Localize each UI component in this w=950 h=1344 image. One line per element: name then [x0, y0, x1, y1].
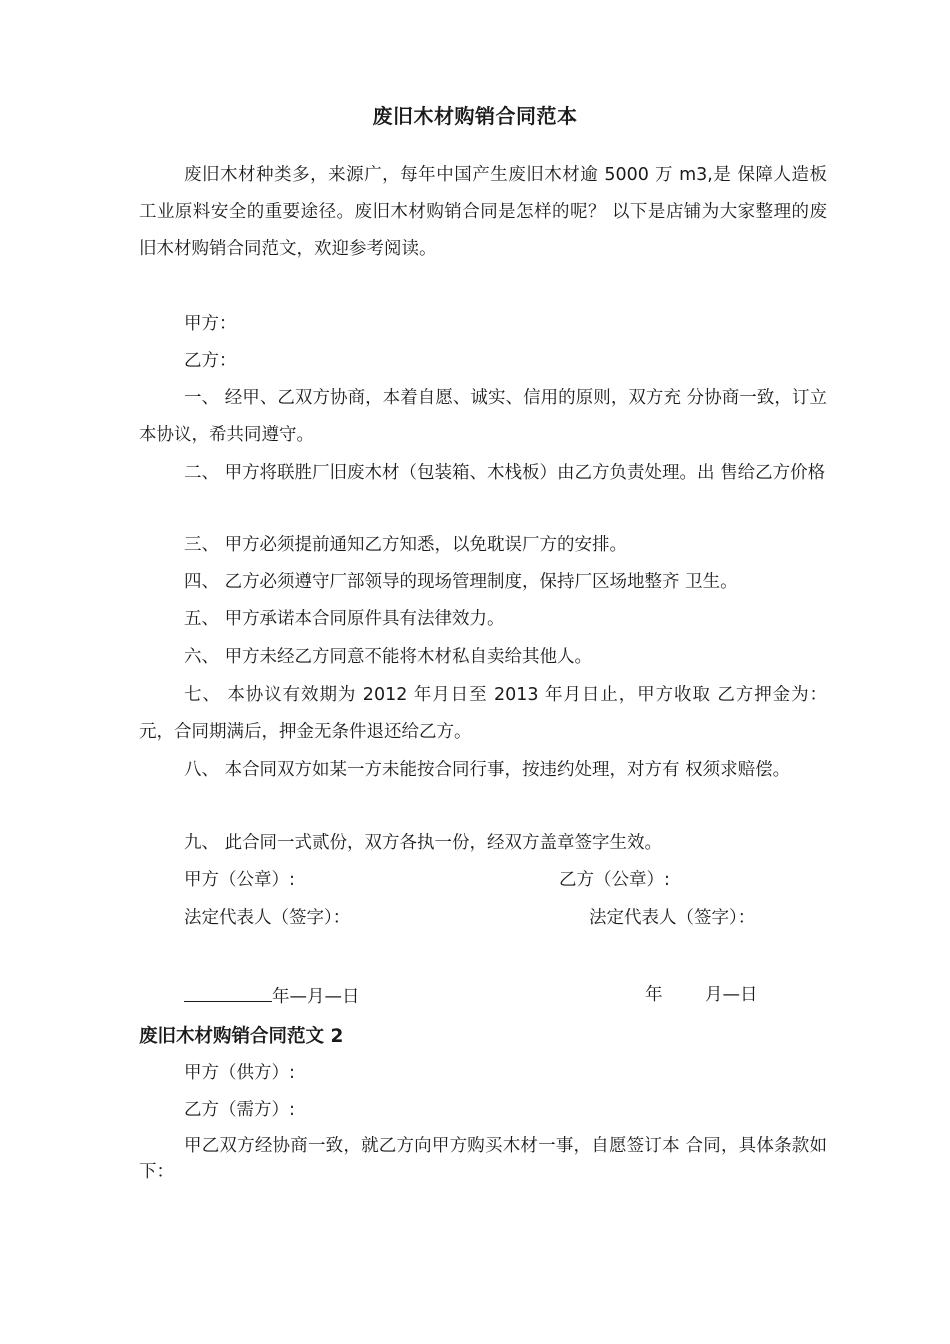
date-blank-underline — [184, 983, 272, 1002]
section-2-title: 废旧木材购销合同范文 2 — [139, 1026, 344, 1047]
document-title: 废旧木材购销合同范本 — [372, 104, 578, 128]
clause-5: 五、 甲方承诺本合同原件具有法律效力。 — [184, 609, 505, 629]
clause-8: 八、 本合同双方如某一方未能按合同行事，按违约处理，对方有 权须求赔偿。 — [184, 760, 791, 780]
clause-3: 三、 甲方必须提前通知乙方知悉，以免耽误厂方的安排。 — [184, 535, 628, 555]
party-a-representative-label: 法定代表人（签字）： — [184, 908, 351, 928]
party-b-date-month-day: 月—日 — [705, 985, 758, 1005]
party-a-date-line — [184, 983, 360, 1009]
party-a-date-label: 年—月—日 — [272, 987, 360, 1007]
clause-9: 九、 此合同一式贰份，双方各执一份，经双方盖章签字生效。 — [184, 833, 663, 853]
intro-paragraph: 废旧木材种类多，来源广，每年中国产生废旧木材逾 5000 万 m3,是 保障人造板工业原料安全的重要途径。废旧木材购销合同是怎样的呢？ 以下是店铺为大家整理的废旧木材购销合同范文，欢迎参考阅读。 — [139, 165, 827, 259]
section-2-intro: 甲乙双方经协商一致，就乙方向甲方购买木材一事，自愿签订本 合同，具体条款如下： — [139, 1136, 827, 1182]
party-b-seal-label: 乙方（公章）: — [559, 870, 670, 890]
party-b-representative-label: 法定代表人（签字）： — [589, 908, 756, 928]
clause-7: 七、 本协议有效期为 2012 年月日至 2013 年月日止，甲方收取 乙方押金为：元，合同期满后，押金无条件退还给乙方。 — [139, 685, 827, 742]
party-a-seal-label: 甲方（公章）: — [184, 870, 295, 890]
section-2-party-a: 甲方（供方）: — [184, 1063, 295, 1083]
party-b-date-year: 年 — [645, 985, 663, 1005]
clause-6: 六、 甲方未经乙方同意不能将木材私自卖给其他人。 — [184, 647, 593, 667]
clause-2: 二、 甲方将联胜厂旧废木材（包装箱、木栈板）由乙方负责处理。出 售给乙方价格 — [184, 463, 826, 483]
clause-4: 四、 乙方必须遵守厂部领导的现场管理制度，保持厂区场地整齐 卫生。 — [184, 572, 738, 592]
party-a-label: 甲方： — [184, 314, 237, 334]
clause-1: 一、 经甲、乙双方协商，本着自愿、诚实、信用的原则，双方充 分协商一致，订立本协议，希共同遵守。 — [139, 388, 827, 445]
section-2-party-b: 乙方（需方）: — [184, 1100, 295, 1120]
party-b-label: 乙方： — [184, 351, 237, 371]
